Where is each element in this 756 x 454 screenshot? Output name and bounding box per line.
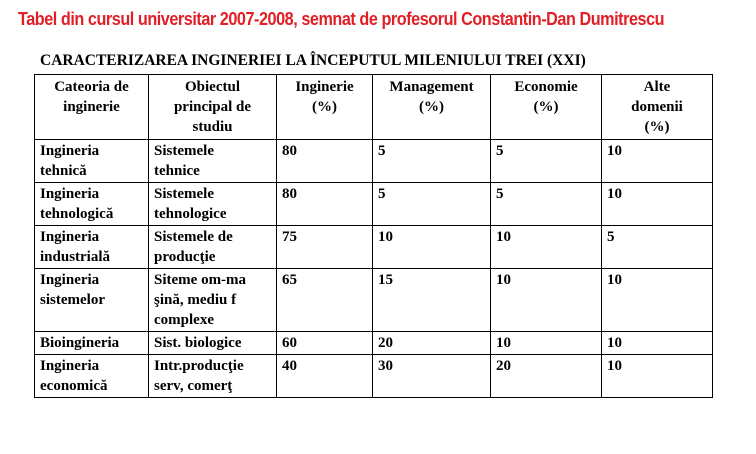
- cell-management: 15: [373, 269, 491, 332]
- cell-economie: 5: [491, 140, 602, 183]
- header-row: [35, 75, 713, 140]
- cell-alte: 10: [602, 332, 713, 355]
- cell-economie: 20: [491, 355, 602, 398]
- cell-category: Ingineria economică: [35, 355, 149, 398]
- header-inginerie: Inginerie (%): [277, 75, 373, 140]
- table-title: CARACTERIZAREA INGINERIEI LA ÎNCEPUTUL MILENIULUI TREI (XXI): [40, 52, 586, 69]
- table-body: [35, 140, 713, 398]
- cell-management: 30: [373, 355, 491, 398]
- cell-alte: 10: [602, 355, 713, 398]
- cell-economie: 10: [491, 269, 602, 332]
- caption: Tabel din cursul universitar 2007-2008, semnat de profesorul Constantin-Dan Dumitrescu: [18, 9, 665, 29]
- cell-category: Ingineria sistemelor: [35, 269, 149, 332]
- cell-inginerie: 80: [277, 183, 373, 226]
- cell-object: Sistemele tehnologice: [149, 183, 277, 226]
- cell-inginerie: 60: [277, 332, 373, 355]
- cell-inginerie: 40: [277, 355, 373, 398]
- cell-alte: 10: [602, 269, 713, 332]
- cell-object: Intr.producţie serv, comerţ: [149, 355, 277, 398]
- engineering-table: [34, 74, 713, 398]
- cell-inginerie: 80: [277, 140, 373, 183]
- header-object: Obiectul principal de studiu: [149, 75, 277, 140]
- cell-economie: 10: [491, 332, 602, 355]
- cell-alte: 10: [602, 140, 713, 183]
- cell-management: 20: [373, 332, 491, 355]
- cell-management: 10: [373, 226, 491, 269]
- header-alte: Alte domenii (%): [602, 75, 713, 140]
- table-row: [35, 226, 713, 269]
- table-row: [35, 183, 713, 226]
- cell-inginerie: 75: [277, 226, 373, 269]
- header-category: Cateoria de inginerie: [35, 75, 149, 140]
- cell-category: Ingineria tehnologică: [35, 183, 149, 226]
- table-row: [35, 269, 713, 332]
- cell-object: Sistemele de producţie: [149, 226, 277, 269]
- cell-category: Ingineria industrială: [35, 226, 149, 269]
- cell-category: Ingineria tehnică: [35, 140, 149, 183]
- cell-alte: 5: [602, 226, 713, 269]
- cell-object: Siteme om-ma şină, mediu f complexe: [149, 269, 277, 332]
- table-row: [35, 332, 713, 355]
- header-management: Management (%): [373, 75, 491, 140]
- cell-management: 5: [373, 183, 491, 226]
- cell-economie: 5: [491, 183, 602, 226]
- table-row: [35, 140, 713, 183]
- table-row: [35, 355, 713, 398]
- cell-object: Sist. biologice: [149, 332, 277, 355]
- cell-economie: 10: [491, 226, 602, 269]
- header-economie: Economie (%): [491, 75, 602, 140]
- cell-inginerie: 65: [277, 269, 373, 332]
- cell-category: Bioingineria: [35, 332, 149, 355]
- cell-object: Sistemele tehnice: [149, 140, 277, 183]
- cell-alte: 10: [602, 183, 713, 226]
- cell-management: 5: [373, 140, 491, 183]
